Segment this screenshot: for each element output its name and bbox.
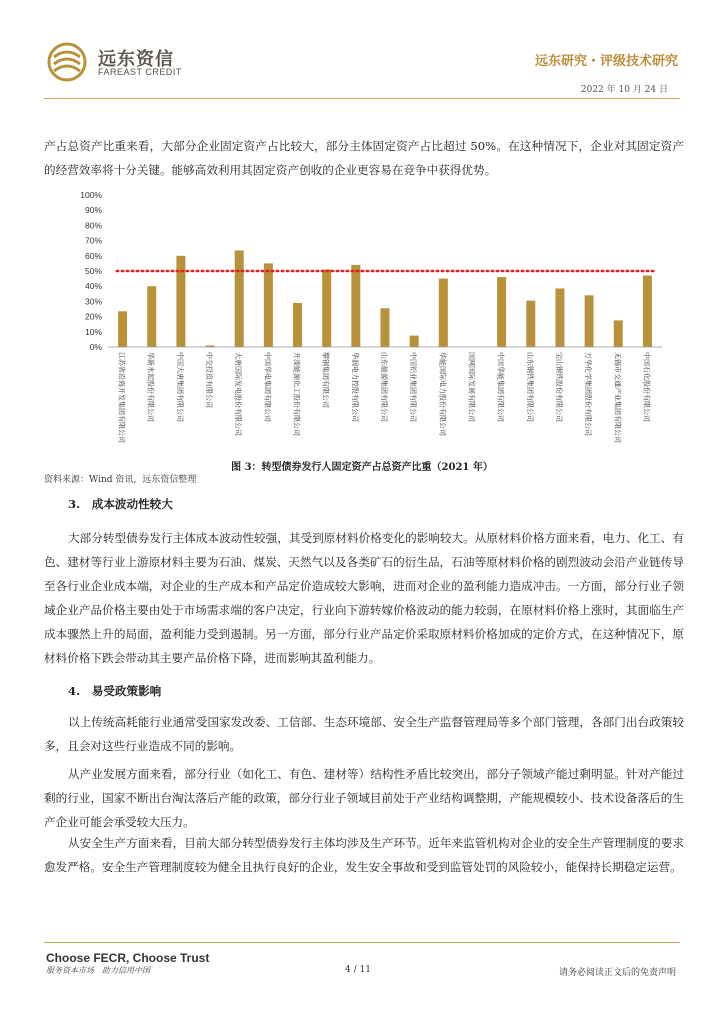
- section-4-paragraph-3: 从安全生产方面来看，目前大部分转型债券发行主体均涉及生产环节。近年来监管机构对企业的安全生产管理制度的要求愈发严格。安全生产管理制度较为健全且执行良好的企业，发生安全事故和受到监管处罚的风险较小，能保持长期稳定运营。: [44, 836, 684, 874]
- x-category-label: 华润电力控股有限公司: [350, 352, 359, 422]
- bar: [381, 308, 390, 347]
- y-tick-label: 70%: [84, 235, 102, 246]
- bar: [322, 269, 331, 347]
- x-category-label: 中国铝业集团有限公司: [409, 352, 418, 422]
- bar: [614, 320, 623, 347]
- x-category-label: 宝山钢铁股份有限公司: [554, 352, 563, 422]
- bar: [264, 263, 273, 347]
- bar: [410, 336, 419, 347]
- x-category-label: 中交投资有限公司: [205, 352, 214, 408]
- page-number: 4 / 11: [345, 965, 371, 975]
- figure-caption: 图 3：转型债券发行人固定资产占总资产比重（2021 年）: [231, 462, 493, 473]
- x-category-label: 华能国际电力股份有限公司: [438, 352, 447, 436]
- x-category-label: 中国华电集团有限公司: [263, 352, 272, 422]
- section-4-heading: 4. 易受政策影响: [68, 684, 162, 698]
- bar: [439, 279, 448, 347]
- bar: [293, 303, 302, 347]
- x-category-label: 无锡市交通产业集团有限公司: [613, 352, 622, 443]
- x-category-label: 中国石化股份有限公司: [642, 352, 651, 422]
- company-name-cn: 远东资信: [98, 49, 174, 70]
- footer-disclaimer: 请务必阅读正文后的免责声明: [558, 968, 676, 978]
- section-3-paragraph: 大部分转型债券发行主体成本波动性较强，其受到原材料价格变化的影响较大。从原材料价格方面来看，电力、化工、有色、建材等行业上游原材料主要为石油、煤炭、天然气以及各类矿石的衍生品，石油等原材料价格的剧烈波动会沿产业链传导至各行业企业成本端，对企业的生产成本和产品定价造成较大影响，进而对企业的盈利能力造成冲击。一方面，部分行业子领域企业产品价格主要由处于市场需求端的客户决定，行业向下游转嫁价格波动的能力较弱，在原材料价格上涨时，其面临生产成本骤然上升的局面，盈利能力受到遏制。另一方面，部分行业产品定价采取原材料价格加成的定价方式，在这种情况下，原材料价格下跌会带动其主要产品价格下降，进而影响其盈利能力。: [44, 531, 684, 665]
- x-category-label: 江苏省沿海开发集团有限公司: [117, 352, 126, 443]
- bar-series: [118, 250, 652, 347]
- report-series-title: 远东研究・评级技术研究: [534, 54, 678, 69]
- report-date: 2022 年 10 月 24 日: [580, 85, 668, 95]
- x-category-label: 大唐国际发电股份有限公司: [234, 352, 243, 436]
- x-category-label: 中国华能集团有限公司: [496, 352, 505, 422]
- y-tick-label: 30%: [84, 296, 102, 307]
- x-category-label: 国网国际发展有限公司: [467, 352, 476, 422]
- y-tick-label: 100%: [80, 190, 102, 200]
- bar: [585, 295, 594, 347]
- x-category-label: 开滦能源化工股份有限公司: [292, 352, 301, 436]
- figure-source: 资料来源：Wind 资讯，远东资信整理: [44, 475, 197, 485]
- fixed-asset-ratio-chart: [44, 183, 684, 453]
- footer-slogan-cn: 服务资本市场 助力信用中国: [46, 966, 150, 975]
- y-tick-label: 80%: [84, 220, 102, 231]
- x-category-label: 攀钢集团有限公司: [321, 352, 330, 408]
- bar: [351, 265, 360, 347]
- bar: [555, 288, 564, 347]
- y-tick-label: 90%: [84, 205, 102, 216]
- x-category-label: 中国大唐集团有限公司: [175, 352, 184, 422]
- logo-mark-icon: [49, 44, 85, 80]
- header-divider: [44, 98, 680, 99]
- y-tick-label: 20%: [84, 311, 102, 322]
- paragraph-intro: 产占总资产比重来看，大部分企业固定资产占比较大，部分主体固定资产占比超过 50%。在这种情况下，企业对其固定资产的经营效率将十分关键。能够高效利用其固定资产创收的企业更容易在竞争中获得优势。: [44, 139, 684, 177]
- y-tick-label: 50%: [84, 266, 102, 276]
- x-category-label: 万华化学集团股份有限公司: [584, 352, 593, 436]
- section-3-heading: 3. 成本波动性较大: [68, 497, 173, 511]
- bar: [643, 276, 652, 347]
- y-tick-label: 60%: [84, 250, 102, 261]
- bar: [526, 301, 535, 347]
- x-axis: [108, 347, 662, 443]
- footer-divider: [44, 942, 680, 943]
- bar: [235, 250, 244, 347]
- y-tick-label: 0%: [89, 342, 102, 352]
- y-axis: [80, 190, 102, 352]
- x-category-label: 华新水泥股份有限公司: [146, 352, 155, 422]
- company-name-en: FAREAST CREDIT: [98, 67, 182, 77]
- bar: [176, 256, 185, 347]
- bar: [497, 277, 506, 347]
- section-4-paragraph-1: 以上传统高耗能行业通常受国家发改委、工信部、生态环境部、安全生产监督管理局等多个部门管理，各部门出台政策较多，且会对这些行业造成不同的影响。: [44, 715, 684, 753]
- x-category-label: 山东钢铁集团有限公司: [525, 352, 534, 422]
- y-tick-label: 40%: [84, 281, 102, 292]
- y-tick-label: 10%: [84, 326, 102, 337]
- bar: [147, 286, 156, 347]
- x-category-label: 山东能源集团有限公司: [380, 352, 388, 422]
- section-4-paragraph-2: 从产业发展方面来看，部分行业（如化工、有色、建材等）结构性矛盾比较突出，部分子领域产能过剩明显。针对产能过剩的行业，国家不断出台淘汰落后产能的政策，部分行业子领域目前处于产业结构调整期，产能规模较小、技术设备落后的生产企业可能会承受较大压力。: [44, 767, 684, 829]
- bar: [118, 311, 127, 347]
- footer-slogan-en: Choose FECR, Choose Trust: [46, 951, 210, 965]
